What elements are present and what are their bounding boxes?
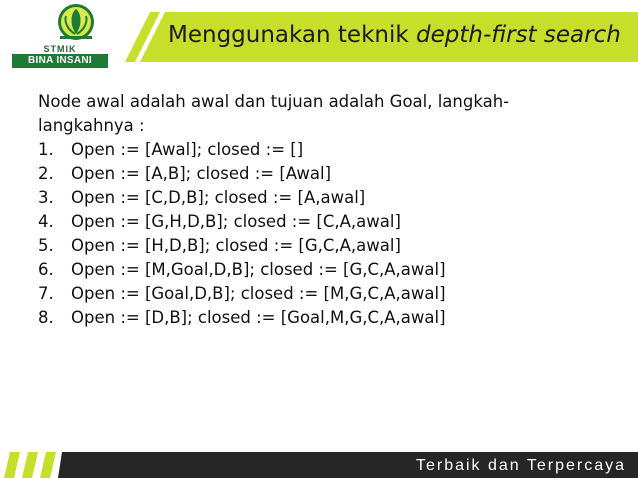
step-item (38, 210, 598, 234)
step-text: Open := [Awal]; closed := [] (71, 140, 304, 159)
step-number: 6. (38, 260, 54, 279)
step-text: Open := [C,D,B]; closed := [A,awal] (71, 188, 366, 207)
logo-stmik-text: STMIK (43, 44, 77, 54)
step-number: 1. (38, 140, 54, 159)
step-item (38, 306, 598, 330)
slide-body (38, 90, 598, 330)
step-item (38, 162, 598, 186)
slide-title (168, 20, 628, 50)
step-text: Open := [D,B]; closed := [Goal,M,G,C,A,awal] (71, 308, 446, 327)
slide-header (0, 0, 638, 78)
logo-bina-insani-text: BINA INSANI (12, 54, 108, 68)
footer-tagline: Terbaik dan Terpercaya (415, 457, 626, 474)
step-number: 8. (38, 308, 54, 327)
intro-text: Node awal adalah awal dan tujuan adalah Goal, langkah-langkahnya : (38, 92, 510, 135)
step-text: Open := [M,Goal,D,B]; closed := [G,C,A,awal] (71, 260, 446, 279)
step-number: 5. (38, 236, 54, 255)
step-number: 2. (38, 164, 54, 183)
step-item (38, 282, 598, 306)
step-item (38, 138, 598, 162)
step-text: Open := [Goal,D,B]; closed := [M,G,C,A,awal] (71, 284, 446, 303)
step-list (38, 138, 598, 330)
wheat-emblem-icon (0, 0, 120, 46)
step-item (38, 234, 598, 258)
step-number: 7. (38, 284, 54, 303)
step-item (38, 186, 598, 210)
stmik-logo (0, 0, 120, 72)
step-number: 4. (38, 212, 54, 231)
title-plain: Menggunakan teknik (168, 22, 417, 48)
step-number: 3. (38, 188, 54, 207)
step-text: Open := [G,H,D,B]; closed := [C,A,awal] (71, 212, 401, 231)
step-item (38, 258, 598, 282)
title-italic: depth-first search (416, 22, 621, 48)
step-text: Open := [H,D,B]; closed := [G,C,A,awal] (71, 236, 401, 255)
step-text: Open := [A,B]; closed := [Awal] (71, 164, 332, 183)
